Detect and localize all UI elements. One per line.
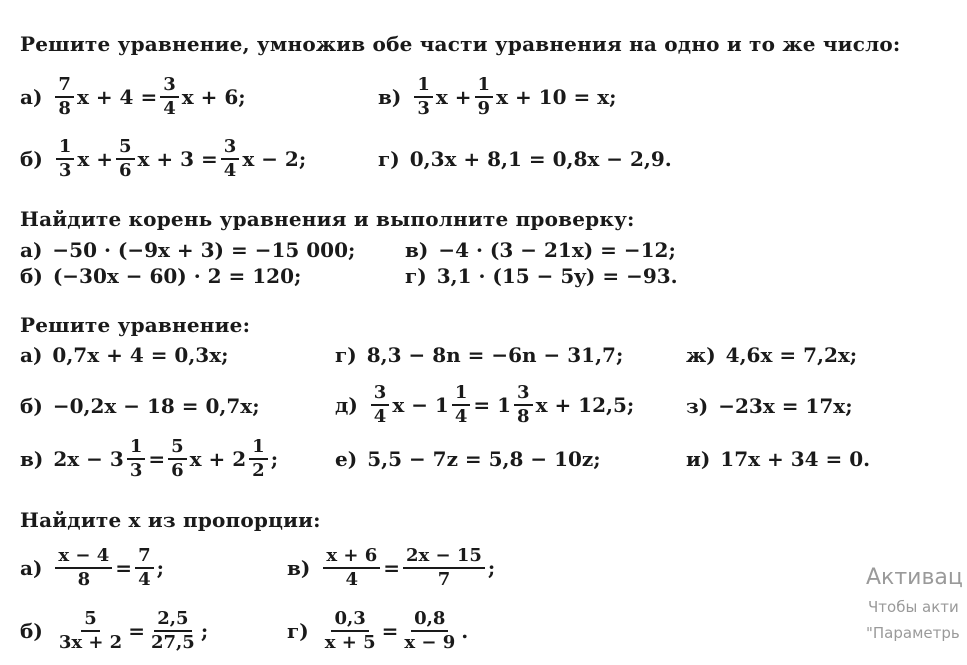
fraction: $\frac{1}{9}$ (475, 74, 494, 120)
fraction: $\frac{5}{6}$ (168, 436, 187, 482)
exercise-1a: а) $\frac{7}{8}$ x + 4 = $\frac{3}{4}$ x + 6; (20, 74, 246, 119)
item-label: и) (686, 447, 711, 471)
activation-watermark-title: Активац (866, 565, 963, 590)
fraction: $\frac{1}{4}$ (452, 382, 471, 428)
section-4-heading: Найдите x из пропорции: (20, 508, 321, 532)
exercise-4a: а) $\frac{x - 4}{8}$ = $\frac{7}{4}$ ; (20, 545, 164, 590)
exercise-1b: б) $\frac{1}{3}$ x + $\frac{5}{6}$ x + 3 = $\frac{3}{4}$ x − 2; (20, 136, 307, 181)
exercise-2b: б) (−30x − 60) · 2 = 120; (20, 264, 302, 288)
exercise-4b: б) $\frac{5}{3x + 2}$ = $\frac{2,5}{27,5}$ ; (20, 608, 209, 653)
exercise-2g: г) 3,1 · (15 − 5y) = −93. (405, 264, 678, 288)
fraction: $\frac{5}{3x + 2}$ (58, 608, 123, 653)
activation-watermark-line: "Параметрь (866, 624, 960, 642)
exercise-3i: и) 17x + 34 = 0. (686, 447, 871, 471)
fraction: $\frac{x - 4}{8}$ (55, 545, 112, 591)
item-label: а) (20, 238, 43, 262)
item-label: з) (686, 394, 709, 418)
activation-watermark-line: Чтобы акти (868, 598, 959, 616)
item-label: б) (20, 619, 43, 643)
item-label: е) (335, 447, 358, 471)
fraction: $\frac{2,5}{27,5}$ (150, 608, 195, 653)
exercise-2a: а) −50 · (−9x + 3) = −15 000; (20, 238, 356, 262)
item-label: а) (20, 343, 43, 367)
fraction: $\frac{1}{2}$ (249, 436, 268, 482)
fraction: $\frac{3}{4}$ (221, 136, 240, 182)
item-label: в) (405, 238, 429, 262)
item-label: в) (287, 556, 311, 580)
fraction: $\frac{0,8}{x - 9}$ (404, 608, 456, 653)
fraction: $\frac{x + 6}{4}$ (323, 545, 380, 591)
exercise-3v: в) 2x − 3 $\frac{1}{3}$ = $\frac{5}{6}$ x + 2 $\frac{1}{2}$ ; (20, 436, 279, 481)
fraction: $\frac{1}{3}$ (414, 74, 433, 120)
exercise-3g: г) 8,3 − 8n = −6n − 31,7; (335, 343, 624, 367)
fraction: $\frac{0,3}{x + 5}$ (324, 608, 376, 653)
item-label: б) (20, 147, 43, 171)
section-2-heading: Найдите корень уравнения и выполните проверку: (20, 207, 635, 231)
exercise-1g: г) 0,3x + 8,1 = 0,8x − 2,9. (378, 147, 672, 171)
exercise-3zh: ж) 4,6x = 7,2x; (686, 343, 858, 367)
exercise-2v: в) −4 · (3 − 21x) = −12; (405, 238, 676, 262)
exercise-4g: г) $\frac{0,3}{x + 5}$ = $\frac{0,8}{x - 9}$ . (287, 608, 469, 653)
item-label: а) (20, 85, 43, 109)
fraction: $\frac{2x - 15}{7}$ (403, 545, 485, 591)
exercise-3d: д) $\frac{3}{4}$ x − 1 $\frac{1}{4}$ = 1 $\frac{3}{8}$ x + 12,5; (335, 382, 635, 427)
item-label: г) (287, 619, 309, 643)
exercise-4v: в) $\frac{x + 6}{4}$ = $\frac{2x - 15}{7}$ ; (287, 545, 496, 590)
exercise-3b: б) −0,2x − 18 = 0,7x; (20, 394, 260, 418)
item-label: д) (335, 393, 358, 417)
section-3-heading: Решите уравнение: (20, 313, 251, 337)
fraction: $\frac{3}{4}$ (371, 382, 390, 428)
exercise-1v: в) $\frac{1}{3}$ x + $\frac{1}{9}$ x + 10 = x; (378, 74, 617, 119)
item-label: г) (378, 147, 400, 171)
item-label: в) (20, 447, 44, 471)
item-label: в) (378, 85, 402, 109)
fraction: $\frac{3}{8}$ (514, 382, 533, 428)
item-label: б) (20, 394, 43, 418)
section-1-heading: Решите уравнение, умножив обе части уравнения на одно и то же число: (20, 32, 901, 56)
fraction: $\frac{3}{4}$ (160, 74, 179, 120)
exercise-3a: а) 0,7x + 4 = 0,3x; (20, 343, 229, 367)
fraction: $\frac{7}{8}$ (55, 74, 74, 120)
exercise-3z: з) −23x = 17x; (686, 394, 853, 418)
fraction: $\frac{1}{3}$ (56, 136, 75, 182)
fraction: $\frac{5}{6}$ (116, 136, 135, 182)
item-label: а) (20, 556, 43, 580)
item-label: ж) (686, 343, 716, 367)
exercise-3e: е) 5,5 − 7z = 5,8 − 10z; (335, 447, 601, 471)
item-label: г) (335, 343, 357, 367)
fraction: $\frac{1}{3}$ (127, 436, 146, 482)
item-label: г) (405, 264, 427, 288)
item-label: б) (20, 264, 43, 288)
fraction: $\frac{7}{4}$ (135, 545, 154, 591)
